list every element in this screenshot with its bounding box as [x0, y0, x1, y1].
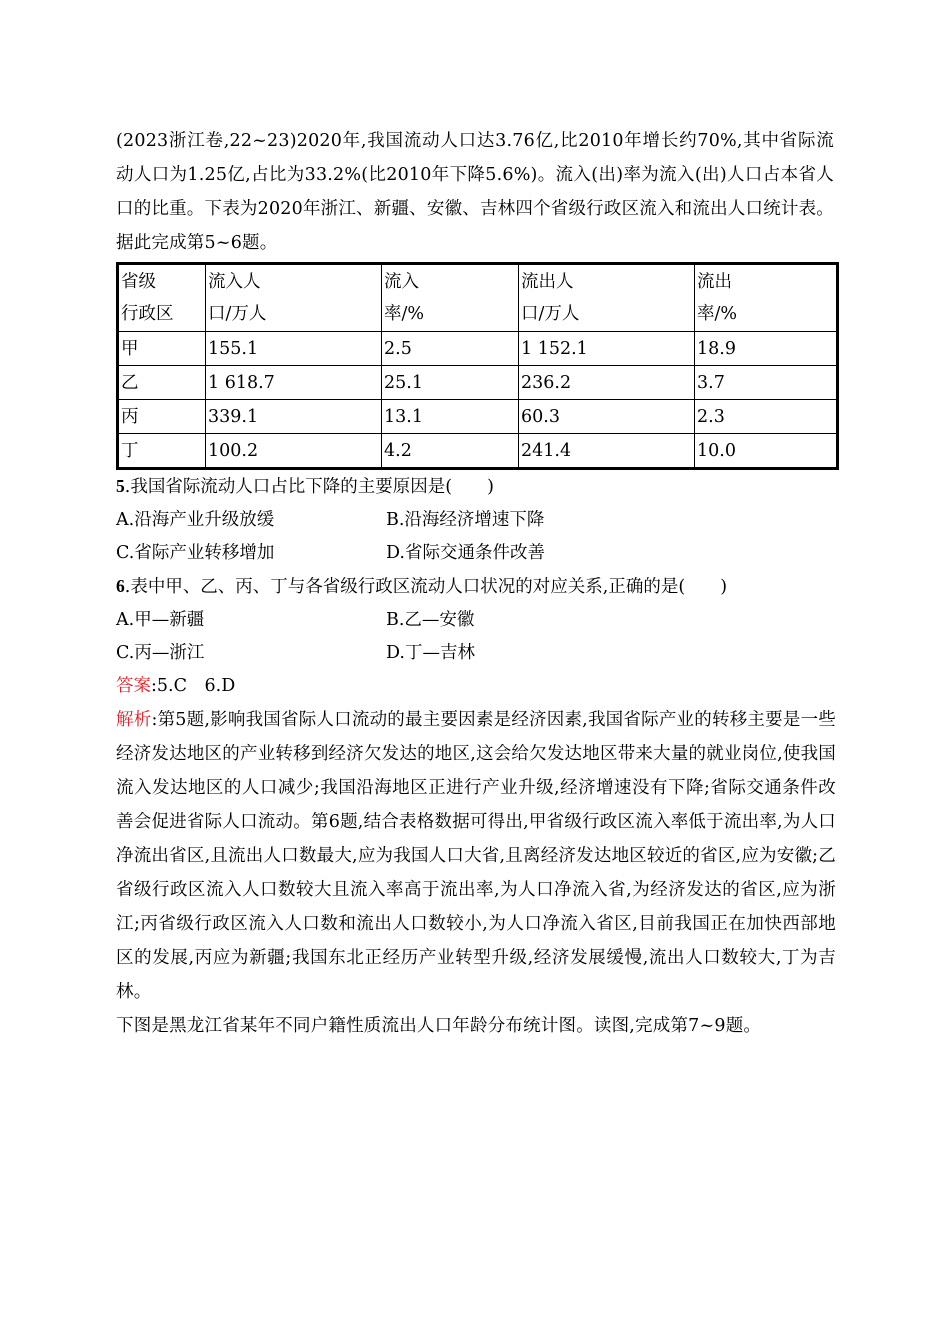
- table-header-cell: [695, 264, 838, 332]
- question-6-options-row-1: [116, 604, 836, 637]
- table-cell: 241.4: [519, 434, 695, 469]
- table-cell: 18.9: [695, 332, 838, 366]
- header-line: 流入人: [208, 272, 261, 292]
- table-header-cell: [206, 264, 382, 332]
- table-cell: 10.0: [695, 434, 838, 469]
- option-d: D.丁—吉林: [386, 643, 475, 663]
- option-d: D.省际交通条件改善: [386, 543, 545, 563]
- analysis-paragraph: [116, 703, 836, 1009]
- analysis-separator: :: [151, 710, 158, 730]
- header-line: 流入: [384, 272, 419, 292]
- table-row: [118, 366, 838, 400]
- table-header-cell: [519, 264, 695, 332]
- header-line: 行政区: [121, 304, 174, 324]
- question-5-options-row-1: [116, 504, 836, 537]
- table-cell: 60.3: [519, 400, 695, 434]
- question-5-options-row-2: [116, 537, 836, 570]
- intro-paragraph: (2023浙江卷,22~23)2020年,我国流动人口达3.76亿,比2010年增长约70%,其中省际流动人口为1.25亿,占比为33.2%(比2010年下降5.6%)。流入(出)率为流入(出)人口占本省人口的比重。下表为2020年浙江、新疆、安徽、吉林四个省级行政区流入和流出人口统计表。据此完成第5~6题。: [116, 131, 834, 253]
- question-number: 5: [116, 476, 125, 496]
- table-cell: 236.2: [519, 366, 695, 400]
- table-row: [118, 332, 838, 366]
- table-cell: 339.1: [206, 400, 382, 434]
- page-content: [116, 124, 836, 1043]
- question-6: [116, 570, 836, 604]
- table-cell: 100.2: [206, 434, 382, 469]
- question-number: 6: [116, 576, 125, 596]
- table-cell: 4.2: [382, 434, 519, 469]
- table-header-cell: [382, 264, 519, 332]
- table-header-row: [118, 264, 838, 332]
- header-line: 流出人: [521, 272, 574, 292]
- question-text: .表中甲、乙、丙、丁与各省级行政区流动人口状况的对应关系,正确的是( ): [124, 577, 728, 597]
- table-cell: 丁: [118, 434, 206, 469]
- question-5: [116, 470, 836, 504]
- table-cell: 甲: [118, 332, 206, 366]
- header-line: 口/万人: [521, 304, 580, 324]
- table-header-cell: [118, 264, 206, 332]
- option-c: C.丙—浙江: [116, 643, 205, 663]
- table-cell: 3.7: [695, 366, 838, 400]
- table-cell: 1 618.7: [206, 366, 382, 400]
- table-cell: 2.5: [382, 332, 519, 366]
- table-cell: 1 152.1: [519, 332, 695, 366]
- option-a: A.沿海产业升级放缓: [116, 510, 275, 530]
- answer-separator: :: [151, 676, 157, 696]
- table-cell: 155.1: [206, 332, 382, 366]
- answer-line: [116, 670, 836, 703]
- option-a: A.甲—新疆: [116, 610, 205, 630]
- table-row: [118, 400, 838, 434]
- option-b: B.沿海经济增速下降: [386, 510, 545, 530]
- table-cell: 乙: [118, 366, 206, 400]
- question-text: .我国省际流动人口占比下降的主要原因是( ): [124, 477, 494, 497]
- header-line: 率/%: [697, 304, 738, 324]
- header-line: 口/万人: [208, 304, 267, 324]
- population-flow-table: [116, 262, 839, 470]
- table-cell: 13.1: [382, 400, 519, 434]
- table-row: [118, 434, 838, 469]
- table-cell: 25.1: [382, 366, 519, 400]
- answer-label: 答案: [116, 676, 151, 696]
- header-line: 省级: [121, 272, 156, 292]
- analysis-text: 第5题,影响我国省际人口流动的最主要因素是经济因素,我国省际产业的转移主要是一些经济发达地区的产业转移到经济欠发达的地区,这会给欠发达地区带来大量的就业岗位,使我国流入发达地区的人口减少;我国沿海地区正进行产业升级,经济增速没有下降;省际交通条件改善会促进省际人口流动。第6题,结合表格数据可得出,甲省级行政区流入率低于流出率,为人口净流出省区,且流出人口数最大,应为我国人口大省,且离经济发达地区较近的省区,应为安徽;乙省级行政区流入人口数较大且流入率高于流出率,为人口净流入省,为经济发达的省区,应为浙江;丙省级行政区流入人口数和流出人口数较小,为人口净流入省区,目前我国正在加快西部地区的发展,丙应为新疆;我国东北正经历产业转型升级,经济发展缓慢,流出人口数较大,丁为吉林。: [116, 710, 836, 1002]
- table-cell: 丙: [118, 400, 206, 434]
- question-6-options-row-2: [116, 637, 836, 670]
- table-cell: 2.3: [695, 400, 838, 434]
- header-line: 率/%: [384, 304, 425, 324]
- option-c: C.省际产业转移增加: [116, 543, 275, 563]
- option-b: B.乙—安徽: [386, 610, 475, 630]
- analysis-label: 解析: [116, 710, 152, 730]
- answer-text: 5.C 6.D: [156, 676, 236, 696]
- next-question-intro: 下图是黑龙江省某年不同户籍性质流出人口年龄分布统计图。读图,完成第7~9题。: [116, 1016, 762, 1036]
- header-line: 流出: [697, 272, 732, 292]
